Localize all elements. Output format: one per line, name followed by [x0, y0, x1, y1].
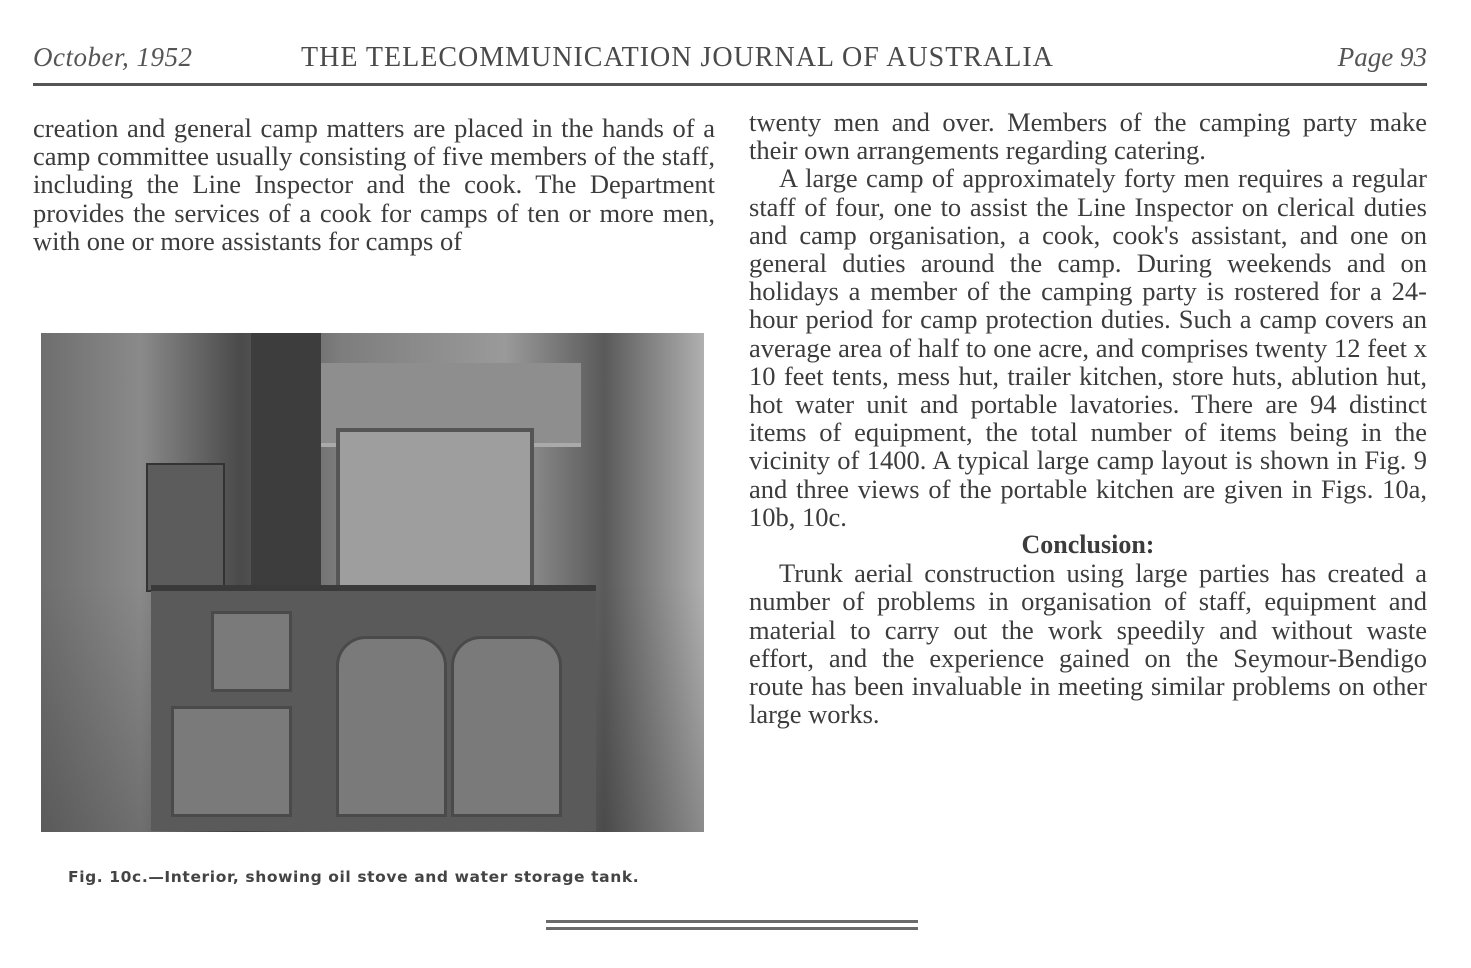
section-heading: Conclusion:: [1021, 530, 1155, 560]
stove-door: [211, 611, 292, 692]
header-rule: [33, 83, 1427, 86]
figure-caption: Fig. 10c.—Interior, showing oil stove and water storage tank.: [68, 868, 640, 886]
stove-flue: [251, 333, 321, 585]
body-paragraph: A large camp of approximately forty men requires a regular staff of four, one to assist the Line Inspector on clerical duties and camp organisation, a cook, cook's assistant, and one on general duties around the camp. During weekends and on holidays a member of the camping party is rostered for a 24-hour period for camp protection duties. Such a camp covers an average area of half to one acre, and comprises twenty 12 feet x 10 feet tents, mess hut, trailer kitchen, store huts, ablution hut, hot water unit and portable lavatories. There are 94 distinct items of equipment, the total number of items being in the vicinity of 1400. A typical large camp layout is shown in Fig. 9 and three views of the portable kitchen are given in Figs. 10a, 10b, 10c.: [749, 163, 1427, 532]
oil-stove: [151, 585, 596, 831]
journal-title: THE TELECOMMUNICATION JOURNAL OF AUSTRALIA: [301, 42, 1054, 73]
end-rule: [546, 927, 918, 930]
body-paragraph: Trunk aerial construction using large parties has created a number of problems in organisation of staff, equipment and material to carry out the work speedily and without waste effort, and the experience gained on the Seymour-Bendigo route has been invaluable in meeting similar problems on other large works.: [749, 558, 1427, 730]
figure-photo: [41, 333, 704, 832]
water-storage-tank: [146, 463, 225, 592]
window: [336, 428, 534, 594]
oven-door: [451, 636, 562, 817]
page-number: Page 93: [1337, 42, 1427, 72]
body-paragraph: creation and general camp matters are placed in the hands of a camp committee usually consisting of five members of the staff, including the Line Inspector and the cook. The Department provides the services of a cook for camps of ten or more men, with one or more assistants for camps of: [33, 113, 715, 256]
oven-door: [336, 636, 447, 817]
issue-date: October, 1952: [33, 42, 193, 72]
stove-door: [171, 706, 292, 817]
right-column: [749, 108, 1427, 728]
left-column: [33, 114, 715, 255]
body-paragraph: twenty men and over. Members of the camping party make their own arrangements regarding catering.: [749, 107, 1427, 166]
page-header: [33, 42, 1427, 82]
end-rule: [546, 920, 918, 923]
